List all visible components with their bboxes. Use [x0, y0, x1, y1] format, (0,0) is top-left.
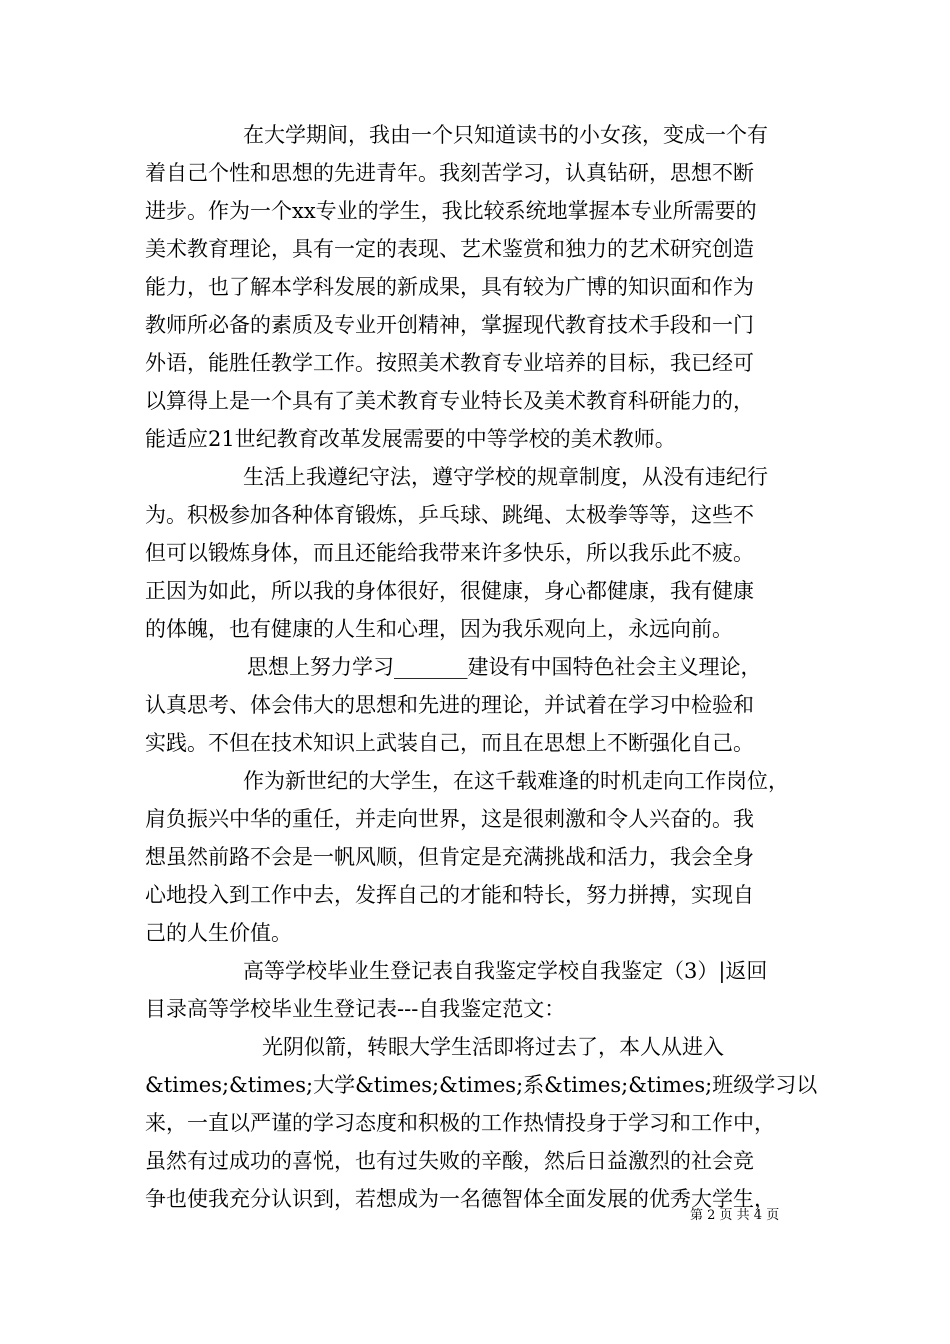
text-line: 己的人生价值。	[145, 921, 292, 945]
text-line: 争也使我充分认识到，若想成为一名德智体全面发展的优秀大学生，	[145, 1187, 775, 1211]
text-line: 以算得上是一个具有了美术教育专业特长及美术教育科研能力的，	[145, 389, 754, 413]
text-line: 心地投入到工作中去，发挥自己的才能和特长，努力拼搏，实现自	[145, 883, 754, 907]
page-footer: 第 2 页 共 4 页	[690, 1208, 780, 1223]
text-line: 能力，也了解本学科发展的新成果，具有较为广博的知识面和作为	[145, 275, 754, 299]
text-line: 作为新世纪的大学生，在这千载难逢的时机走向工作岗位，	[243, 769, 789, 793]
text-line: 外语，能胜任教学工作。按照美术教育专业培养的目标，我已经可	[145, 351, 754, 375]
text-line: 为。积极参加各种体育锻炼，乒乓球、跳绳、太极拳等等，这些不	[145, 503, 754, 527]
text-line: 肩负振兴中华的重任，并走向世界，这是很刺激和令人兴奋的。我	[145, 807, 754, 831]
text-line: 目录高等学校毕业生登记表---自我鉴定范文：	[145, 997, 566, 1021]
text-line: 美术教育理论，具有一定的表现、艺术鉴赏和独力的艺术研究创造	[145, 237, 754, 261]
text-line: 光阴似箭，转眼大学生活即将过去了，本人从进入	[262, 1035, 724, 1059]
text-line: 实践。不但在技术知识上武装自己，而且在思想上不断强化自己。	[145, 731, 754, 755]
text-line: 能适应21世纪教育改革发展需要的中等学校的美术教师。	[145, 427, 676, 451]
text-line: 认真思考、体会伟大的思想和先进的理论，并试着在学习中检验和	[145, 693, 754, 717]
text-line: &times;&times;大学&times;&times;系&times;&times;班级学习以	[145, 1073, 818, 1097]
text-line: 生活上我遵纪守法，遵守学校的规章制度，从没有违纪行	[243, 465, 768, 489]
text-line: 虽然有过成功的喜悦，也有过失败的辛酸，然后日益激烈的社会竞	[145, 1149, 754, 1173]
text-line: 高等学校毕业生登记表自我鉴定学校自我鉴定（3）|返回	[243, 959, 768, 983]
text-line: 来，一直以严谨的学习态度和积极的工作热情投身于学习和工作中，	[145, 1111, 775, 1135]
text-line: 正因为如此，所以我的身体很好，很健康，身心都健康，我有健康	[145, 579, 754, 603]
text-line: 思想上努力学习_______建设有中国特色社会主义理论，	[247, 655, 762, 679]
text-line: 想虽然前路不会是一帆风顺，但肯定是充满挑战和活力，我会全身	[145, 845, 754, 869]
text-line: 进步。作为一个xx专业的学生，我比较系统地掌握本专业所需要的	[145, 199, 757, 223]
text-line: 但可以锻炼身体，而且还能给我带来许多快乐，所以我乐此不疲。	[145, 541, 754, 565]
text-line: 着自己个性和思想的先进青年。我刻苦学习，认真钻研，思想不断	[145, 161, 754, 185]
text-line: 在大学期间，我由一个只知道读书的小女孩，变成一个有	[243, 123, 768, 147]
text-line: 的体魄，也有健康的人生和心理，因为我乐观向上，永远向前。	[145, 617, 733, 641]
text-line: 教师所必备的素质及专业开创精神，掌握现代教育技术手段和一门	[145, 313, 754, 337]
